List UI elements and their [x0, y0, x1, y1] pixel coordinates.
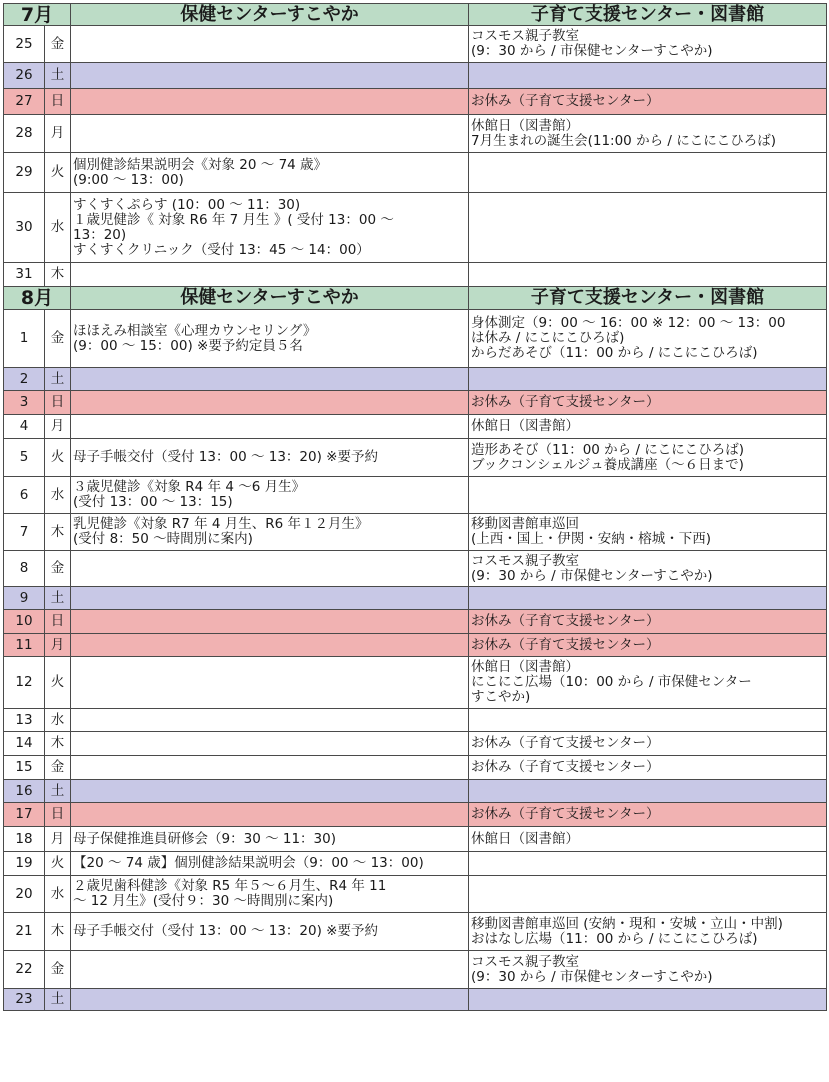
weekday-label: 火 — [45, 657, 71, 709]
support-center-event: コスモス親子教室 (9：30 から / 市保健センターすこやか) — [469, 551, 827, 587]
day-number: 8 — [4, 551, 45, 587]
day-number: 9 — [4, 587, 45, 610]
health-center-event — [71, 63, 469, 89]
weekday-label: 金 — [45, 26, 71, 63]
day-number: 18 — [4, 827, 45, 852]
support-center-event: 移動図書館車巡回 (安納・現和・安城・立山・中割) おはなし広場（11：00 から / にこにこひろば) — [469, 913, 827, 951]
support-center-event — [469, 852, 827, 876]
health-center-event — [71, 709, 469, 732]
day-row — [4, 634, 827, 657]
schedule-table — [3, 3, 827, 1011]
day-number: 28 — [4, 115, 45, 153]
day-row — [4, 368, 827, 391]
support-center-event: お休み（子育て支援センター） — [469, 803, 827, 827]
health-center-event — [71, 634, 469, 657]
weekday-label: 月 — [45, 115, 71, 153]
health-center-header: 保健センターすこやか — [71, 4, 469, 26]
day-number: 10 — [4, 610, 45, 634]
support-center-event: お休み（子育て支援センター） — [469, 634, 827, 657]
health-center-event — [71, 368, 469, 391]
day-number: 26 — [4, 63, 45, 89]
day-number: 11 — [4, 634, 45, 657]
day-number: 20 — [4, 876, 45, 913]
health-center-event — [71, 756, 469, 780]
support-center-event: お休み（子育て支援センター） — [469, 89, 827, 115]
support-center-event — [469, 876, 827, 913]
health-center-event: 母子手帳交付（受付 13：00 ～ 13：20) ※要予約 — [71, 439, 469, 477]
day-number: 27 — [4, 89, 45, 115]
weekday-label: 日 — [45, 610, 71, 634]
health-center-event: 個別健診結果説明会《対象 20 ～ 74 歳》 (9:00 ～ 13：00) — [71, 153, 469, 193]
day-row — [4, 827, 827, 852]
day-number: 2 — [4, 368, 45, 391]
weekday-label: 金 — [45, 310, 71, 368]
health-center-event — [71, 657, 469, 709]
health-center-event — [71, 803, 469, 827]
health-center-event — [71, 951, 469, 989]
day-number: 6 — [4, 477, 45, 514]
health-center-event: 母子手帳交付（受付 13：00 ～ 13：20) ※要予約 — [71, 913, 469, 951]
weekday-label: 木 — [45, 732, 71, 756]
support-center-event: お休み（子育て支援センター） — [469, 756, 827, 780]
day-row — [4, 587, 827, 610]
support-center-event — [469, 780, 827, 803]
day-row — [4, 63, 827, 89]
day-number: 30 — [4, 193, 45, 263]
weekday-label: 火 — [45, 153, 71, 193]
month-label: 7月 — [4, 4, 71, 26]
support-center-event: コスモス親子教室 (9：30 から / 市保健センターすこやか) — [469, 26, 827, 63]
day-row — [4, 780, 827, 803]
weekday-label: 土 — [45, 587, 71, 610]
day-number: 3 — [4, 391, 45, 415]
day-row — [4, 193, 827, 263]
health-center-event: 乳児健診《対象 R7 年 4 月生、R6 年１２月生》 (受付 8：50 ～時間別に案内) — [71, 514, 469, 551]
support-center-event: 移動図書館車巡回 (上西・国上・伊関・安納・榕城・下西) — [469, 514, 827, 551]
day-row — [4, 514, 827, 551]
day-row — [4, 732, 827, 756]
support-center-event: 造形あそび（11：00 から / にこにこひろば) ブックコンシェルジュ養成講座（～６日まで) — [469, 439, 827, 477]
day-number: 23 — [4, 989, 45, 1011]
support-center-event — [469, 709, 827, 732]
health-center-event — [71, 732, 469, 756]
health-center-event: ３歳児健診《対象 R4 年 4 ～6 月生》 (受付 13：00 ～ 13：15) — [71, 477, 469, 514]
weekday-label: 土 — [45, 63, 71, 89]
day-row — [4, 26, 827, 63]
support-center-library-header: 子育て支援センター・図書館 — [469, 4, 827, 26]
weekday-label: 月 — [45, 827, 71, 852]
health-center-event: 母子保健推進員研修会（9：30 ～ 11：30) — [71, 827, 469, 852]
weekday-label: 水 — [45, 193, 71, 263]
health-center-event: すくすくぷらす (10：00 ～ 11：30) １歳児健診《 対象 R6 年 7 月生 》( 受付 13：00 ～ 13：20) すくすくクリニック（受付 13：45 ～ 14：00） — [71, 193, 469, 263]
day-row — [4, 391, 827, 415]
weekday-label: 木 — [45, 514, 71, 551]
day-number: 13 — [4, 709, 45, 732]
weekday-label: 水 — [45, 709, 71, 732]
health-center-event — [71, 26, 469, 63]
day-row — [4, 756, 827, 780]
support-center-event: 休館日（図書館） — [469, 415, 827, 439]
day-row — [4, 852, 827, 876]
month-header-row — [4, 4, 827, 26]
health-center-event — [71, 263, 469, 287]
support-center-event: 休館日（図書館） にこにこ広場（10：00 から / 市保健センター すこやか) — [469, 657, 827, 709]
day-row — [4, 310, 827, 368]
support-center-event — [469, 989, 827, 1011]
health-center-header: 保健センターすこやか — [71, 287, 469, 310]
weekday-label: 木 — [45, 913, 71, 951]
day-row — [4, 89, 827, 115]
support-center-event: お休み（子育て支援センター） — [469, 391, 827, 415]
support-center-event: 身体測定（9：00 ～ 16：00 ※ 12：00 ～ 13：00 は休み / にこにこひろば) からだあそび（11：00 から / にこにこひろば) — [469, 310, 827, 368]
day-row — [4, 951, 827, 989]
day-number: 25 — [4, 26, 45, 63]
day-number: 17 — [4, 803, 45, 827]
health-center-event — [71, 415, 469, 439]
weekday-label: 金 — [45, 551, 71, 587]
support-center-event — [469, 587, 827, 610]
month-header-row — [4, 287, 827, 310]
day-row — [4, 803, 827, 827]
support-center-library-header: 子育て支援センター・図書館 — [469, 287, 827, 310]
support-center-event — [469, 63, 827, 89]
day-number: 14 — [4, 732, 45, 756]
day-number: 15 — [4, 756, 45, 780]
weekday-label: 金 — [45, 951, 71, 989]
weekday-label: 日 — [45, 89, 71, 115]
health-center-event — [71, 989, 469, 1011]
day-row — [4, 610, 827, 634]
day-row — [4, 913, 827, 951]
support-center-event: お休み（子育て支援センター） — [469, 732, 827, 756]
support-center-event: 休館日（図書館） 7月生まれの誕生会(11:00 から / にこにこひろば) — [469, 115, 827, 153]
day-row — [4, 477, 827, 514]
weekday-label: 金 — [45, 756, 71, 780]
health-center-event: ２歳児歯科健診《対象 R5 年５～６月生、R4 年 11 ～ 12 月生》(受付９：30 ～時間別に案内) — [71, 876, 469, 913]
weekday-label: 日 — [45, 803, 71, 827]
day-number: 22 — [4, 951, 45, 989]
day-number: 4 — [4, 415, 45, 439]
support-center-event — [469, 153, 827, 193]
weekday-label: 水 — [45, 876, 71, 913]
day-row — [4, 415, 827, 439]
weekday-label: 月 — [45, 634, 71, 657]
day-number: 29 — [4, 153, 45, 193]
support-center-event — [469, 193, 827, 263]
health-center-event — [71, 551, 469, 587]
weekday-label: 土 — [45, 368, 71, 391]
day-number: 31 — [4, 263, 45, 287]
weekday-label: 木 — [45, 263, 71, 287]
schedule-body — [4, 4, 827, 1011]
support-center-event: 休館日（図書館） — [469, 827, 827, 852]
day-row — [4, 263, 827, 287]
day-number: 21 — [4, 913, 45, 951]
day-number: 5 — [4, 439, 45, 477]
weekday-label: 土 — [45, 780, 71, 803]
day-row — [4, 439, 827, 477]
month-label: 8月 — [4, 287, 71, 310]
support-center-event — [469, 477, 827, 514]
health-center-event — [71, 610, 469, 634]
day-row — [4, 657, 827, 709]
day-row — [4, 551, 827, 587]
weekday-label: 火 — [45, 852, 71, 876]
support-center-event: お休み（子育て支援センター） — [469, 610, 827, 634]
weekday-label: 日 — [45, 391, 71, 415]
day-row — [4, 115, 827, 153]
weekday-label: 土 — [45, 989, 71, 1011]
health-center-event — [71, 587, 469, 610]
health-center-event — [71, 780, 469, 803]
weekday-label: 月 — [45, 415, 71, 439]
health-center-event — [71, 115, 469, 153]
day-row — [4, 989, 827, 1011]
day-row — [4, 876, 827, 913]
weekday-label: 火 — [45, 439, 71, 477]
day-number: 12 — [4, 657, 45, 709]
day-number: 16 — [4, 780, 45, 803]
day-number: 7 — [4, 514, 45, 551]
weekday-label: 水 — [45, 477, 71, 514]
health-center-event: 【20 ～ 74 歳】個別健診結果説明会（9：00 ～ 13：00) — [71, 852, 469, 876]
day-row — [4, 153, 827, 193]
day-number: 1 — [4, 310, 45, 368]
health-center-event — [71, 89, 469, 115]
support-center-event — [469, 263, 827, 287]
support-center-event: コスモス親子教室 (9：30 から / 市保健センターすこやか) — [469, 951, 827, 989]
day-number: 19 — [4, 852, 45, 876]
day-row — [4, 709, 827, 732]
health-center-event: ほほえみ相談室《心理カウンセリング》 (9：00 ～ 15：00) ※要予約定員５名 — [71, 310, 469, 368]
support-center-event — [469, 368, 827, 391]
health-center-event — [71, 391, 469, 415]
